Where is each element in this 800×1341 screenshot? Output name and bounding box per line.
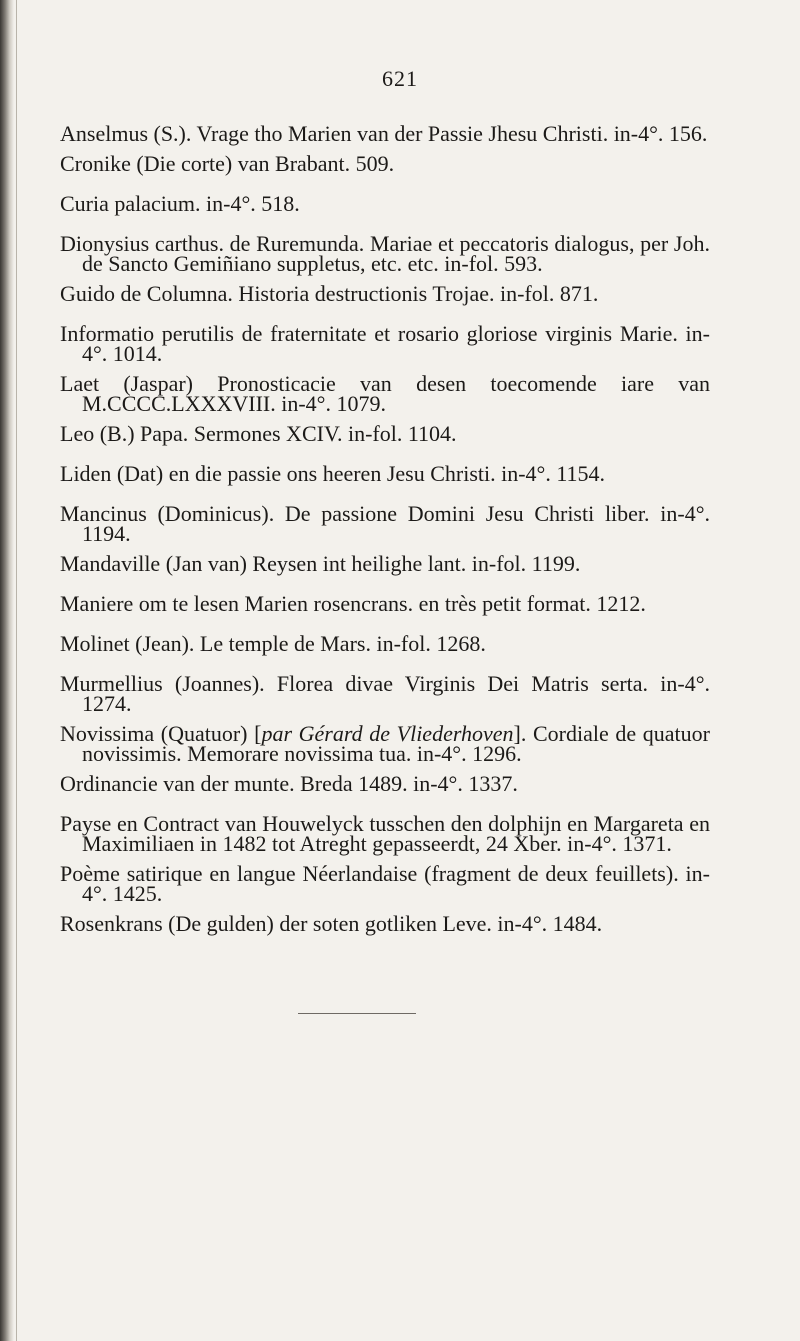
entry-novissima-pre: Novissima (Quatuor) [ — [60, 721, 262, 746]
entry-novissima — [60, 721, 710, 766]
entry-novissima-author: par Gérard de Vliederhoven — [261, 721, 514, 746]
entry-novissima-post: ]. Cordiale de quatuor novissimis. Memorare novissima tua. in-4°. 1296. — [82, 721, 710, 766]
entry-mancinus: Mancinus (Dominicus). De passione Domini Jesu Christi liber. in-4°. 1194. — [60, 501, 710, 546]
entry-curia: Curia palacium. in-4°. 518. — [60, 191, 300, 216]
entry-rosenkrans: Rosenkrans (De gulden) der soten gotliken Leve. in-4°. 1484. — [60, 911, 603, 936]
entry-guido: Guido de Columna. Historia destructionis Trojae. in-fol. 871. — [60, 281, 599, 306]
entry-maniere: Maniere om te lesen Marien rosencrans. en très petit format. 1212. — [60, 591, 646, 616]
entry-dionysius: Dionysius carthus. de Ruremunda. Mariae et peccatoris dialogus, per Joh. de Sancto Gemiñiano suppletus, etc. etc. in-fol. 593. — [60, 231, 710, 276]
entry-cronike: Cronike (Die corte) van Brabant. 509. — [60, 151, 395, 176]
entry-laet: Laet (Jaspar) Pronosticacie van desen toecomende iare van M.CCCC.LXXXVIII. in-4°. 1079. — [60, 371, 710, 416]
entry-poeme: Poème satirique en langue Néerlandaise (fragment de deux feuillets). in-4°. 1425. — [60, 861, 710, 906]
binding-gutter — [0, 0, 14, 1341]
entry-informatio: Informatio perutilis de fraternitate et rosario gloriose virginis Marie. in-4°. 1014. — [60, 321, 710, 366]
catalogue-entries — [60, 121, 710, 954]
entry-leo: Leo (B.) Papa. Sermones XCIV. in-fol. 1104. — [60, 421, 457, 446]
entry-murmellius: Murmellius (Joannes). Florea divae Virginis Dei Matris serta. in-4°. 1274. — [60, 671, 710, 716]
entry-payse: Payse en Contract van Houwelyck tusschen den dolphijn en Margareta en Maximiliaen in 1482 tot Atreght gepasseerdt, 24 Xber. in-4°. 1371. — [60, 811, 710, 856]
entry-anselmus: Anselmus (S.). Vrage tho Marien van der Passie Jhesu Christi. in-4°. 156. — [60, 121, 708, 146]
page-number: 621 — [382, 66, 418, 91]
gutter-edge — [16, 0, 17, 1341]
end-rule — [298, 1013, 416, 1014]
entry-mandaville: Mandaville (Jan van) Reysen int heilighe lant. in-fol. 1199. — [60, 551, 581, 576]
entry-ordinancie: Ordinancie van der munte. Breda 1489. in-4°. 1337. — [60, 771, 518, 796]
entry-liden: Liden (Dat) en die passie ons heeren Jesu Christi. in-4°. 1154. — [60, 461, 606, 486]
entry-molinet: Molinet (Jean). Le temple de Mars. in-fol. 1268. — [60, 631, 486, 656]
